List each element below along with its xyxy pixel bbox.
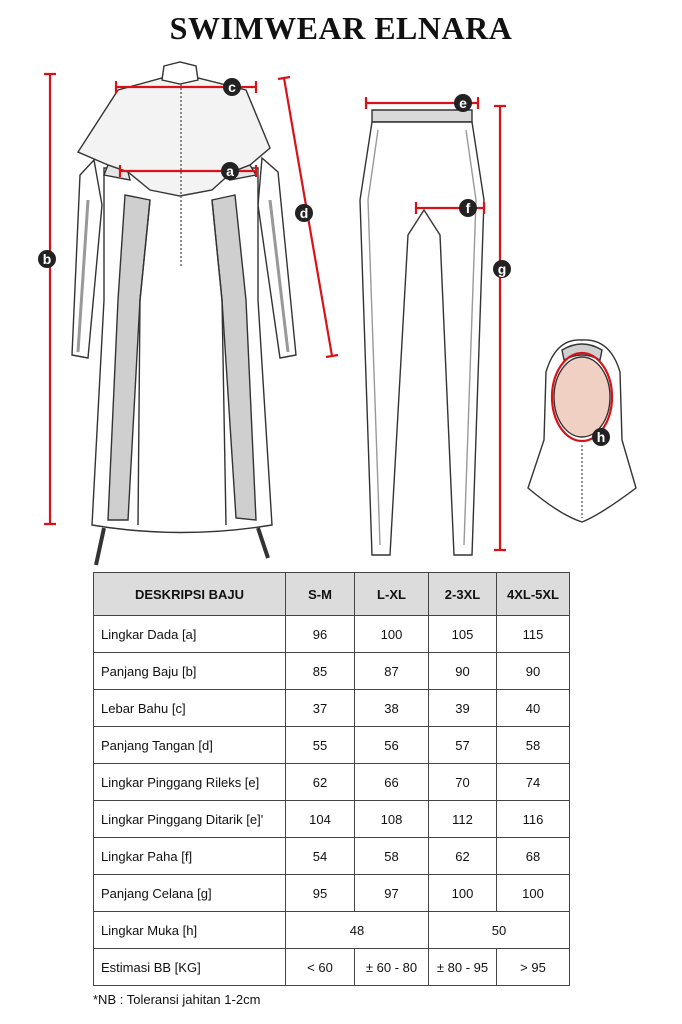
row-label: Lingkar Dada [a] <box>94 616 286 653</box>
table-row <box>94 875 570 912</box>
row-label: Lingkar Pinggang Ditarik [e]' <box>94 801 286 838</box>
table-cell: 112 <box>429 801 497 838</box>
table-cell: 108 <box>355 801 429 838</box>
marker-f <box>459 199 477 217</box>
table-row <box>94 690 570 727</box>
tunic-drawing <box>72 62 296 565</box>
table-cell: 74 <box>497 764 570 801</box>
row-label: Lingkar Muka [h] <box>94 912 286 949</box>
tunic-collar <box>162 62 198 84</box>
hood-drawing <box>528 340 636 522</box>
table-row <box>94 801 570 838</box>
row-label: Estimasi BB [KG] <box>94 949 286 986</box>
marker-c <box>223 78 241 96</box>
header-size-45xl: 4XL-5XL <box>497 573 570 616</box>
leggings-drawing <box>360 110 484 555</box>
tunic-skirt-left-hem <box>96 528 104 565</box>
marker-d <box>295 204 313 222</box>
table-row <box>94 727 570 764</box>
svg-text:c: c <box>228 79 236 95</box>
table-cell: 68 <box>497 838 570 875</box>
table-cell-merged: 50 <box>429 912 570 949</box>
table-cell: 105 <box>429 616 497 653</box>
table-cell: 55 <box>286 727 355 764</box>
page-title: SWIMWEAR ELNARA <box>169 10 513 46</box>
table-cell: 90 <box>497 653 570 690</box>
table-row <box>94 838 570 875</box>
marker-b <box>38 250 56 268</box>
table-row <box>94 764 570 801</box>
svg-text:f: f <box>465 200 471 216</box>
table-cell: 40 <box>497 690 570 727</box>
table-row <box>94 949 570 986</box>
header-size-lxl: L-XL <box>355 573 429 616</box>
tunic-skirt-right-hem <box>258 528 268 558</box>
leggings-waistband <box>372 110 472 122</box>
hood-face-opening <box>554 357 610 437</box>
table-row <box>94 653 570 690</box>
table-cell: 66 <box>355 764 429 801</box>
row-label: Panjang Tangan [d] <box>94 727 286 764</box>
table-cell: 104 <box>286 801 355 838</box>
row-label: Panjang Celana [g] <box>94 875 286 912</box>
table-cell: 100 <box>355 616 429 653</box>
marker-a <box>221 162 239 180</box>
row-label: Lingkar Pinggang Rileks [e] <box>94 764 286 801</box>
table-cell: 116 <box>497 801 570 838</box>
svg-text:b: b <box>42 251 52 267</box>
row-label: Lebar Bahu [c] <box>94 690 286 727</box>
table-cell: 100 <box>497 875 570 912</box>
table-cell: 58 <box>355 838 429 875</box>
header-size-sm: S-M <box>286 573 355 616</box>
measure-line-g <box>494 106 506 550</box>
table-cell: 58 <box>497 727 570 764</box>
table-cell: ± 80 - 95 <box>429 949 497 986</box>
size-table <box>93 572 570 986</box>
table-cell: > 95 <box>497 949 570 986</box>
table-row <box>94 912 570 949</box>
table-cell: ± 60 - 80 <box>355 949 429 986</box>
table-cell: 90 <box>429 653 497 690</box>
row-label: Lingkar Paha [f] <box>94 838 286 875</box>
header-size-23xl: 2-3XL <box>429 573 497 616</box>
table-cell: 37 <box>286 690 355 727</box>
marker-h <box>592 428 610 446</box>
table-cell: 95 <box>286 875 355 912</box>
marker-g <box>493 260 511 278</box>
header-deskripsi: DESKRIPSI BAJU <box>94 573 286 616</box>
table-cell: 62 <box>286 764 355 801</box>
table-cell-merged: 48 <box>286 912 429 949</box>
table-cell: 115 <box>497 616 570 653</box>
svg-text:d: d <box>299 205 309 221</box>
table-cell: 97 <box>355 875 429 912</box>
marker-e <box>454 94 472 112</box>
tunic-left-sleeve <box>72 160 102 358</box>
table-cell: 56 <box>355 727 429 764</box>
table-cell: 39 <box>429 690 497 727</box>
svg-text:g: g <box>497 261 507 277</box>
row-label: Panjang Baju [b] <box>94 653 286 690</box>
table-cell: 38 <box>355 690 429 727</box>
table-cell: 54 <box>286 838 355 875</box>
table-cell: 62 <box>429 838 497 875</box>
svg-text:e: e <box>459 95 467 111</box>
table-row <box>94 616 570 653</box>
svg-text:a: a <box>226 163 234 179</box>
measure-line-b <box>44 74 56 524</box>
table-cell: 57 <box>429 727 497 764</box>
table-cell: < 60 <box>286 949 355 986</box>
table-cell: 87 <box>355 653 429 690</box>
table-cell: 85 <box>286 653 355 690</box>
tolerance-note: *NB : Toleransi jahitan 1-2cm <box>93 992 261 1007</box>
table-cell: 100 <box>429 875 497 912</box>
svg-text:h: h <box>596 429 606 445</box>
table-cell: 96 <box>286 616 355 653</box>
table-header-row <box>94 573 570 616</box>
table-cell: 70 <box>429 764 497 801</box>
